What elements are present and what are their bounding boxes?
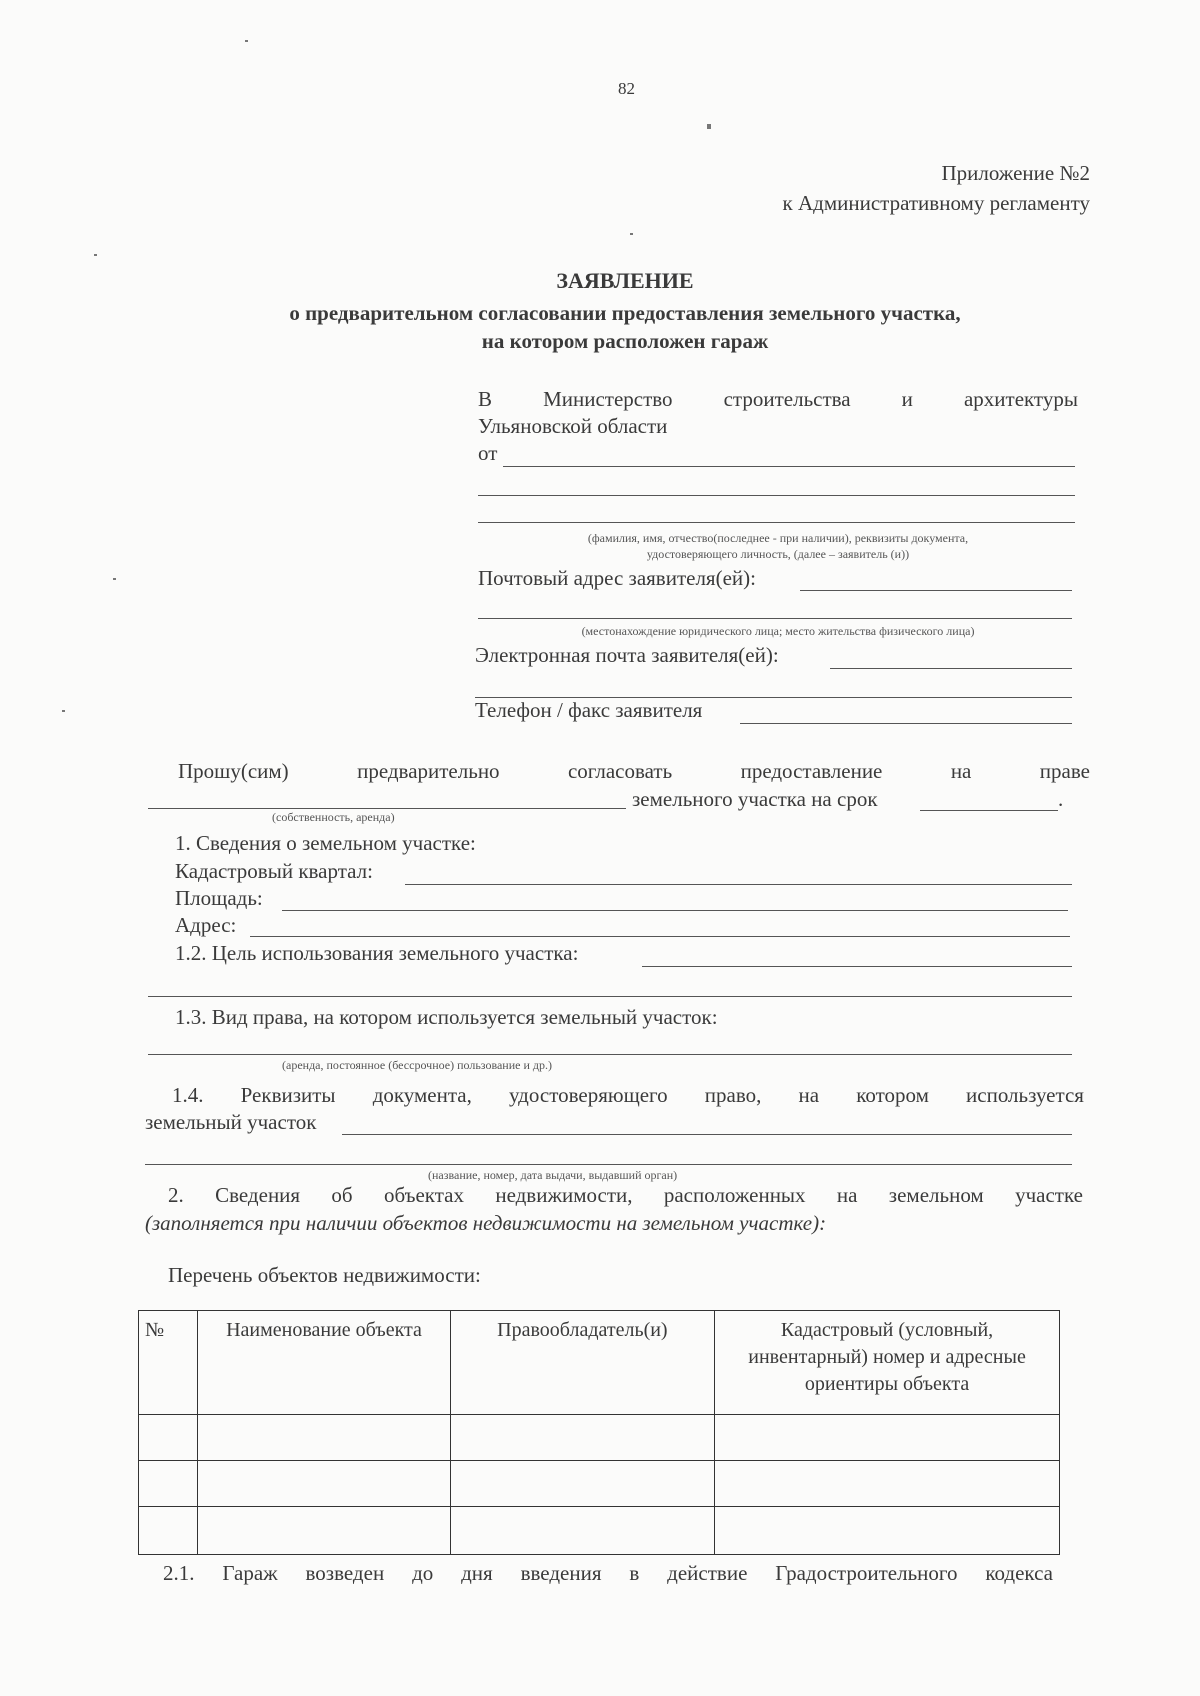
footer-word: дня bbox=[461, 1561, 493, 1585]
table-cell[interactable] bbox=[450, 1507, 714, 1555]
table-header-owner: Правообладатель(и) bbox=[450, 1311, 714, 1415]
postal-field-line[interactable] bbox=[478, 618, 1072, 619]
term-field-line[interactable] bbox=[920, 810, 1058, 811]
section2-word: недвижимости, bbox=[495, 1183, 633, 1207]
page-number: 82 bbox=[618, 79, 635, 98]
right-kind-hint: (аренда, постоянное (бессрочное) пользование и др.) bbox=[282, 1058, 552, 1072]
table-header-name: Наименование объекта bbox=[198, 1311, 450, 1415]
doc-word: удостоверяющего bbox=[509, 1083, 668, 1107]
table-cell[interactable] bbox=[198, 1461, 450, 1507]
doc-word: право, bbox=[704, 1083, 762, 1107]
table-cell[interactable] bbox=[715, 1461, 1060, 1507]
cadastral-field-line[interactable] bbox=[405, 884, 1072, 885]
purpose-label: 1.2. Цель использования земельного участка: bbox=[175, 941, 579, 965]
scan-speck bbox=[113, 578, 116, 580]
section2-word: на bbox=[836, 1183, 858, 1207]
table-row bbox=[139, 1415, 1060, 1461]
area-field-line[interactable] bbox=[282, 910, 1068, 911]
table-cell[interactable] bbox=[198, 1507, 450, 1555]
area-label: Площадь: bbox=[175, 886, 263, 910]
phone-field-line[interactable] bbox=[740, 723, 1072, 724]
request-word: предоставление bbox=[740, 759, 883, 783]
addressee-word: архитектуры bbox=[963, 387, 1078, 411]
address-field-line[interactable] bbox=[250, 936, 1070, 937]
footer-word: введения bbox=[520, 1561, 602, 1585]
scan-speck bbox=[630, 233, 633, 235]
scan-speck bbox=[62, 710, 65, 712]
objects-table bbox=[138, 1310, 1060, 1555]
footer-word: кодекса bbox=[985, 1561, 1053, 1585]
from-label: от bbox=[478, 441, 498, 465]
document-subtitle-1: о предварительном согласовании предоставления земельного участка, bbox=[289, 301, 961, 325]
table-cell[interactable] bbox=[715, 1507, 1060, 1555]
table-header-number: № bbox=[139, 1311, 198, 1415]
from-hint-1: (фамилия, имя, отчество(последнее - при наличии), реквизиты документа, bbox=[587, 531, 969, 545]
document-subtitle-2: на котором расположен гараж bbox=[481, 329, 769, 353]
table-row bbox=[139, 1461, 1060, 1507]
appendix-line2: к Административному регламенту bbox=[782, 191, 1090, 215]
email-label: Электронная почта заявителя(ей): bbox=[475, 643, 779, 667]
from-field-line[interactable] bbox=[478, 522, 1075, 523]
footer-line bbox=[163, 1560, 1053, 1586]
right-type-field-line[interactable] bbox=[148, 808, 626, 809]
request-line2-text: земельного участка на срок bbox=[632, 787, 878, 811]
right-kind-field-line[interactable] bbox=[148, 1054, 1072, 1055]
section2-word: земельном bbox=[888, 1183, 984, 1207]
request-word: праве bbox=[1039, 759, 1090, 783]
doc-word: документа, bbox=[372, 1083, 472, 1107]
doc-field-line[interactable] bbox=[145, 1164, 1072, 1165]
doc-field-line[interactable] bbox=[342, 1134, 1072, 1135]
request-word: предварительно bbox=[357, 759, 500, 783]
period-mark: . bbox=[1058, 787, 1064, 811]
address-label: Адрес: bbox=[175, 913, 237, 937]
footer-word: 2.1. bbox=[163, 1561, 195, 1585]
doc-word: котором bbox=[856, 1083, 929, 1107]
footer-word: Гараж bbox=[222, 1561, 278, 1585]
section2-note: (заполняется при наличии объектов недвижимости на земельном участке): bbox=[145, 1211, 827, 1235]
addressee-word: Министерство bbox=[543, 387, 673, 411]
scan-speck bbox=[94, 254, 97, 256]
table-cell[interactable] bbox=[198, 1415, 450, 1461]
table-row bbox=[139, 1507, 1060, 1555]
footer-word: возведен bbox=[305, 1561, 385, 1585]
right-type-hint: (собственность, аренда) bbox=[272, 810, 395, 824]
addressee-word: и bbox=[901, 387, 913, 411]
table-cell[interactable] bbox=[139, 1415, 198, 1461]
table-header-cadastral: Кадастровый (условный, инвентарный) номер и адресные ориентиры объекта bbox=[715, 1311, 1060, 1415]
right-kind-label: 1.3. Вид права, на котором используется земельный участок: bbox=[175, 1005, 718, 1029]
footer-word: действие bbox=[667, 1561, 748, 1585]
table-cell[interactable] bbox=[139, 1507, 198, 1555]
doc-line2: земельный участок bbox=[145, 1110, 317, 1134]
phone-label: Телефон / факс заявителя bbox=[475, 698, 703, 722]
doc-hint: (название, номер, дата выдачи, выдавший орган) bbox=[428, 1168, 678, 1182]
table-cell[interactable] bbox=[715, 1415, 1060, 1461]
scan-speck bbox=[245, 40, 248, 42]
cadastral-label: Кадастровый квартал: bbox=[175, 859, 373, 883]
doc-word: используется bbox=[966, 1083, 1084, 1107]
table-header-row bbox=[139, 1311, 1060, 1415]
table-cell[interactable] bbox=[139, 1461, 198, 1507]
doc-word: на bbox=[798, 1083, 820, 1107]
postal-label: Почтовый адрес заявителя(ей): bbox=[478, 566, 756, 590]
postal-hint: (местонахождение юридического лица; место жительства физического лица) bbox=[581, 624, 975, 638]
from-field-line[interactable] bbox=[503, 466, 1075, 467]
request-line1 bbox=[178, 758, 1090, 784]
purpose-field-line[interactable] bbox=[642, 966, 1072, 967]
from-hint-2: удостоверяющего личность, (далее – заявитель (и)) bbox=[646, 547, 910, 561]
document-title: ЗАЯВЛЕНИЕ bbox=[556, 268, 694, 293]
section2-line1 bbox=[168, 1182, 1083, 1208]
from-field-line[interactable] bbox=[478, 495, 1075, 496]
footer-word: до bbox=[412, 1561, 434, 1585]
section2-word: об bbox=[331, 1183, 353, 1207]
addressee-word: В bbox=[478, 387, 493, 411]
doc-word: Реквизиты bbox=[240, 1083, 336, 1107]
objects-list-label: Перечень объектов недвижимости: bbox=[168, 1263, 481, 1287]
section2-word: Сведения bbox=[215, 1183, 301, 1207]
purpose-field-line[interactable] bbox=[148, 996, 1072, 997]
email-field-line[interactable] bbox=[830, 668, 1072, 669]
footer-word: Градостроительного bbox=[775, 1561, 958, 1585]
addressee-line1 bbox=[478, 386, 1078, 412]
section2-word: 2. bbox=[168, 1183, 184, 1207]
addressee-word: строительства bbox=[723, 387, 851, 411]
doc-word: 1.4. bbox=[172, 1083, 204, 1107]
addressee-line2: Ульяновской области bbox=[478, 414, 668, 438]
postal-field-line[interactable] bbox=[800, 590, 1072, 591]
section2-word: расположенных bbox=[663, 1183, 806, 1207]
scan-speck bbox=[707, 124, 711, 129]
table-cell[interactable] bbox=[450, 1415, 714, 1461]
request-word: согласовать bbox=[567, 759, 673, 783]
section1-heading: 1. Сведения о земельном участке: bbox=[175, 831, 476, 855]
request-word: Прошу(сим) bbox=[178, 759, 289, 783]
section2-word: объектах bbox=[383, 1183, 464, 1207]
appendix-line1: Приложение №2 bbox=[941, 161, 1090, 185]
table-cell[interactable] bbox=[450, 1461, 714, 1507]
request-word: на bbox=[950, 759, 972, 783]
footer-word: в bbox=[629, 1561, 640, 1585]
doc-line1 bbox=[172, 1082, 1084, 1108]
section2-word: участке bbox=[1015, 1183, 1083, 1207]
